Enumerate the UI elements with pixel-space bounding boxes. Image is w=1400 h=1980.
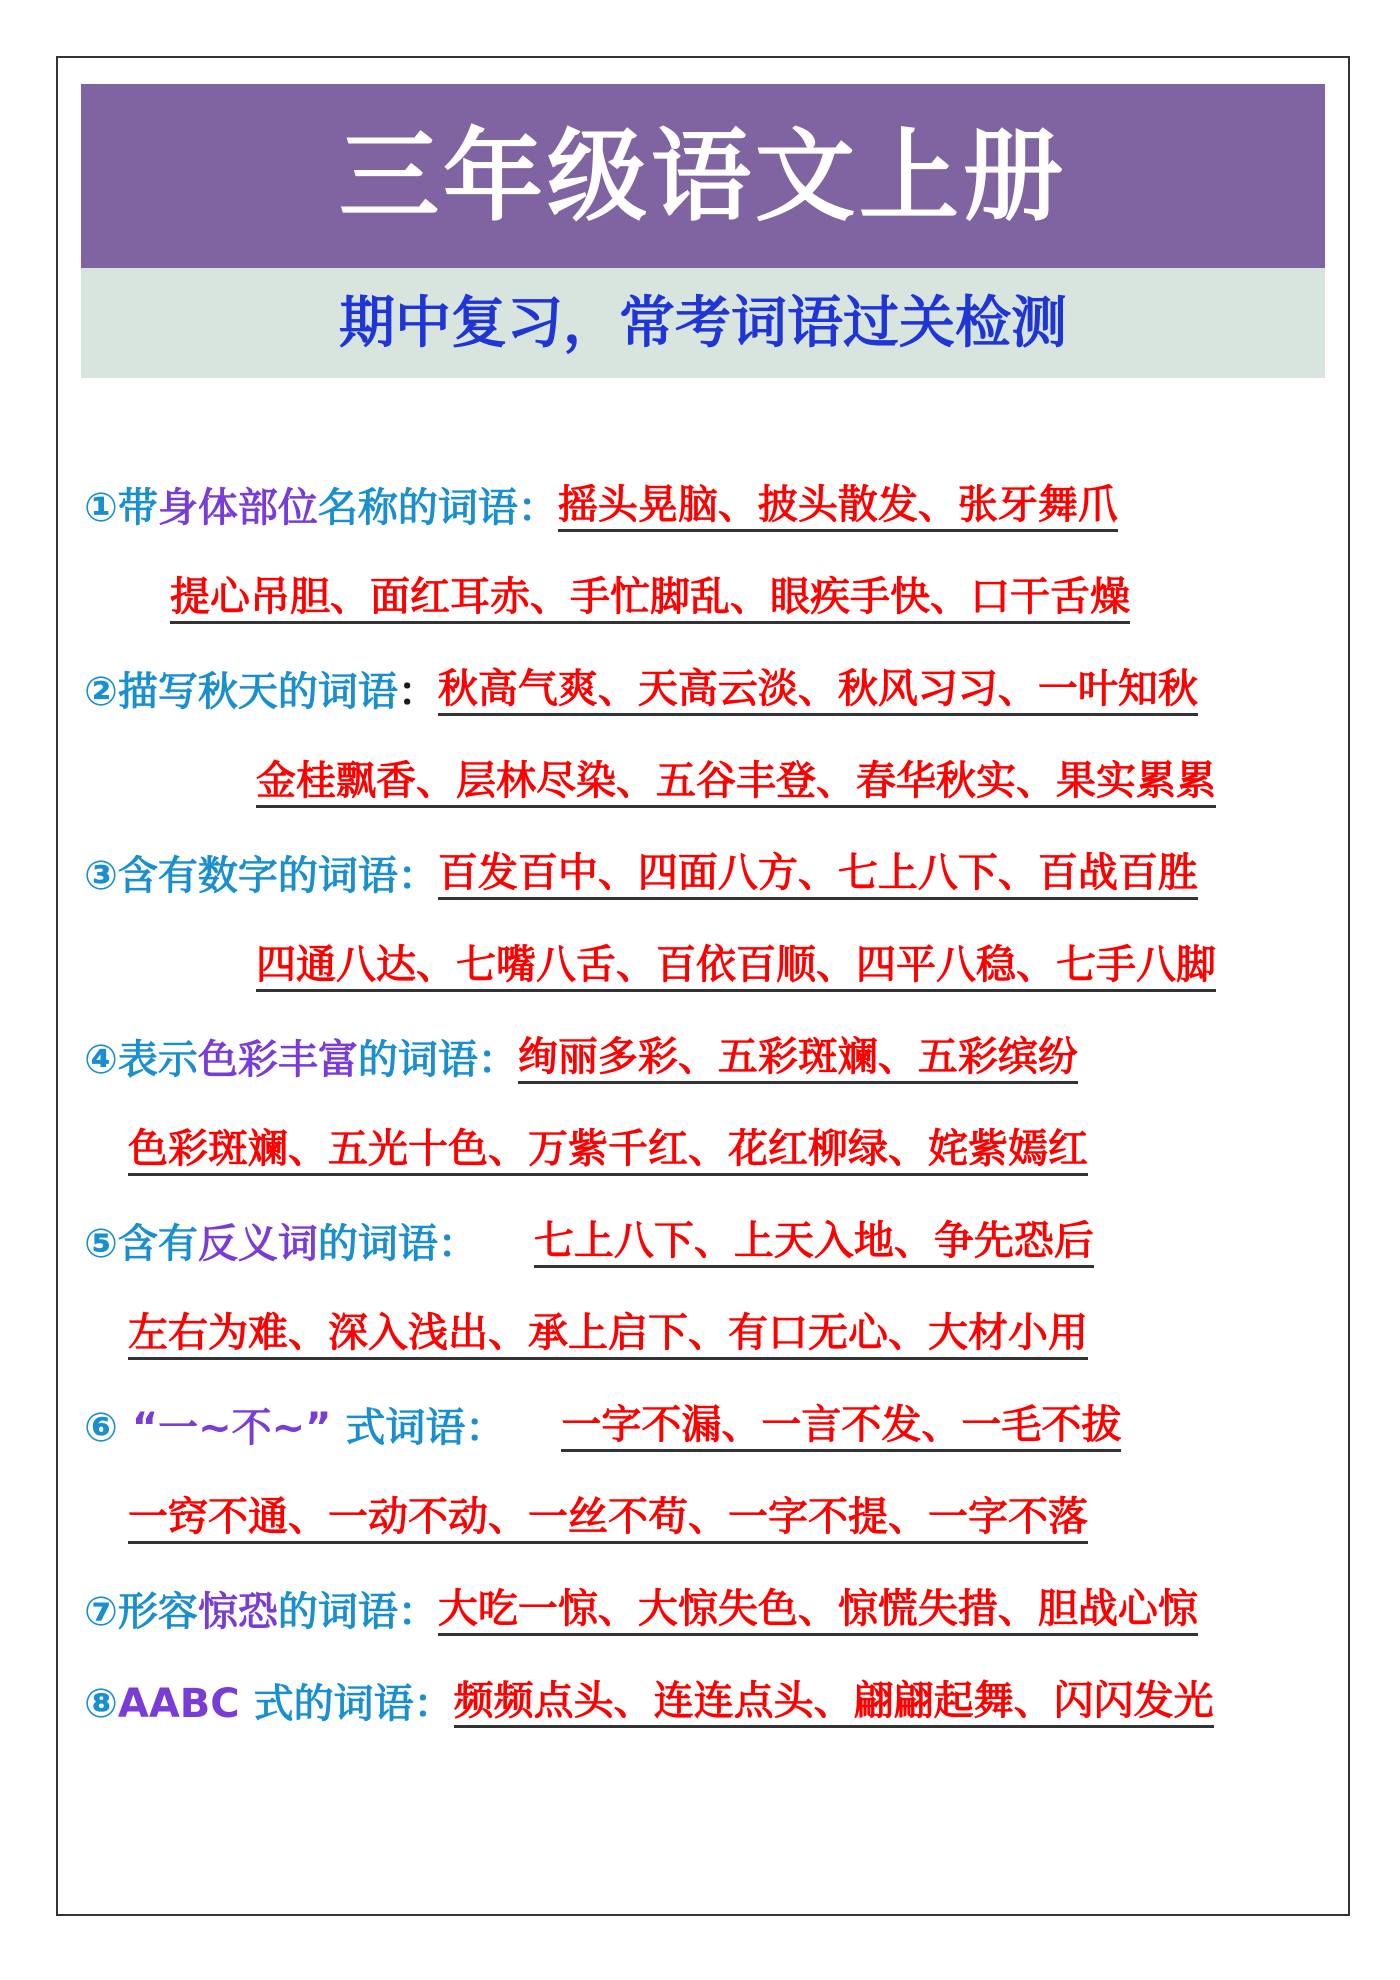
section-6-category-part-2: “一~不~” [131, 1405, 332, 1451]
section-5-category-part-1: ⑤含有 [84, 1221, 198, 1267]
section-5-category-part-2: 反义词 [197, 1221, 318, 1267]
section-6-words-1: 一字不漏、一言不发、一毛不拔 [561, 1405, 1121, 1452]
section-5-category-part-3: 的词语： [317, 1221, 478, 1267]
section-7-category-part-3: 的词语： [277, 1589, 438, 1635]
section-4-line-1 [84, 1025, 1078, 1095]
section-8-words-1: 频频点头、连连点头、翩翩起舞、闪闪发光 [454, 1681, 1214, 1728]
section-2-line-2 [256, 749, 1216, 819]
section-4-line-2 [128, 1117, 1088, 1187]
section-7-category-part-1: ⑦形容 [84, 1589, 198, 1635]
section-3-words-1: 百发百中、四面八方、七上八下、百战百胜 [438, 853, 1198, 900]
section-3-category: ③含有数字的词语： [84, 853, 438, 899]
section-3-words-2: 四通八达、七嘴八舌、百依百顺、四平八稳、七手八脚 [256, 945, 1216, 992]
section-1-category-part-2: 身体部位 [157, 485, 318, 531]
section-7-line-1 [84, 1577, 1198, 1647]
section-5-line-2 [128, 1301, 1088, 1371]
section-1-words-2: 提心吊胆、面红耳赤、手忙脚乱、眼疾手快、口干舌燥 [170, 577, 1130, 624]
section-7-words-1: 大吃一惊、大惊失色、惊慌失措、胆战心惊 [438, 1589, 1198, 1636]
page-title: 三年级语文上册 [339, 117, 1067, 235]
section-1-category-part-1: ①带 [84, 485, 158, 531]
section-4-category-part-2: 色彩丰富 [197, 1037, 358, 1083]
section-5-words-1: 七上八下、上天入地、争先恐后 [534, 1221, 1094, 1268]
section-6-category [84, 1405, 506, 1451]
section-6-line-1 [84, 1393, 1121, 1463]
section-8-category-part-3: 式的词语： [253, 1681, 454, 1727]
section-7-category-part-2: 惊恐 [197, 1589, 278, 1635]
page-subtitle: 期中复习，常考词语过关检测 [339, 290, 1067, 356]
section-2-words-2: 金桂飘香、层林尽染、五谷丰登、春华秋实、果实累累 [256, 761, 1216, 808]
section-7-category [84, 1589, 438, 1635]
section-8-category-part-2: AABC [117, 1681, 240, 1727]
section-5-line-1 [84, 1209, 1094, 1279]
section-3-line-2 [256, 933, 1216, 1003]
section-4-words-1: 绚丽多彩、五彩斑斓、五彩缤纷 [518, 1037, 1078, 1084]
section-5-words-2: 左右为难、深入浅出、承上启下、有口无心、大材小用 [128, 1313, 1088, 1360]
section-6-words-2: 一窍不通、一动不动、一丝不苟、一字不提、一字不落 [128, 1497, 1088, 1544]
section-2-category-part-2: ： [397, 669, 438, 715]
section-1-line-1 [84, 473, 1118, 543]
section-8-line-1 [84, 1669, 1214, 1739]
section-6-line-2 [128, 1485, 1088, 1555]
section-4-words-2: 色彩斑斓、五光十色、万紫千红、花红柳绿、姹紫嫣红 [128, 1129, 1088, 1176]
section-4-category [84, 1037, 518, 1083]
section-5-category [84, 1221, 478, 1267]
section-1-line-2 [170, 565, 1130, 635]
section-2-words-1: 秋高气爽、天高云淡、秋风习习、一叶知秋 [438, 669, 1198, 716]
section-1-category [84, 485, 558, 531]
section-8-category [84, 1681, 454, 1727]
section-4-category-part-3: 的词语： [357, 1037, 518, 1083]
section-2-category-part-1: ②描写秋天的词语 [84, 669, 398, 715]
section-6-category-part-3: 式词语： [345, 1405, 506, 1451]
section-2-category [84, 669, 438, 715]
section-1-words-1: 摇头晃脑、披头散发、张牙舞爪 [558, 485, 1118, 532]
section-8-category-part-1: ⑧ [84, 1681, 118, 1727]
title-banner [81, 84, 1325, 268]
subtitle-banner [81, 268, 1325, 378]
section-4-category-part-1: ④表示 [84, 1037, 198, 1083]
section-6-category-part-1: ⑥ [84, 1405, 118, 1451]
section-1-category-part-3: 名称的词语： [317, 485, 558, 531]
section-3-line-1 [84, 841, 1198, 911]
section-2-line-1 [84, 657, 1198, 727]
